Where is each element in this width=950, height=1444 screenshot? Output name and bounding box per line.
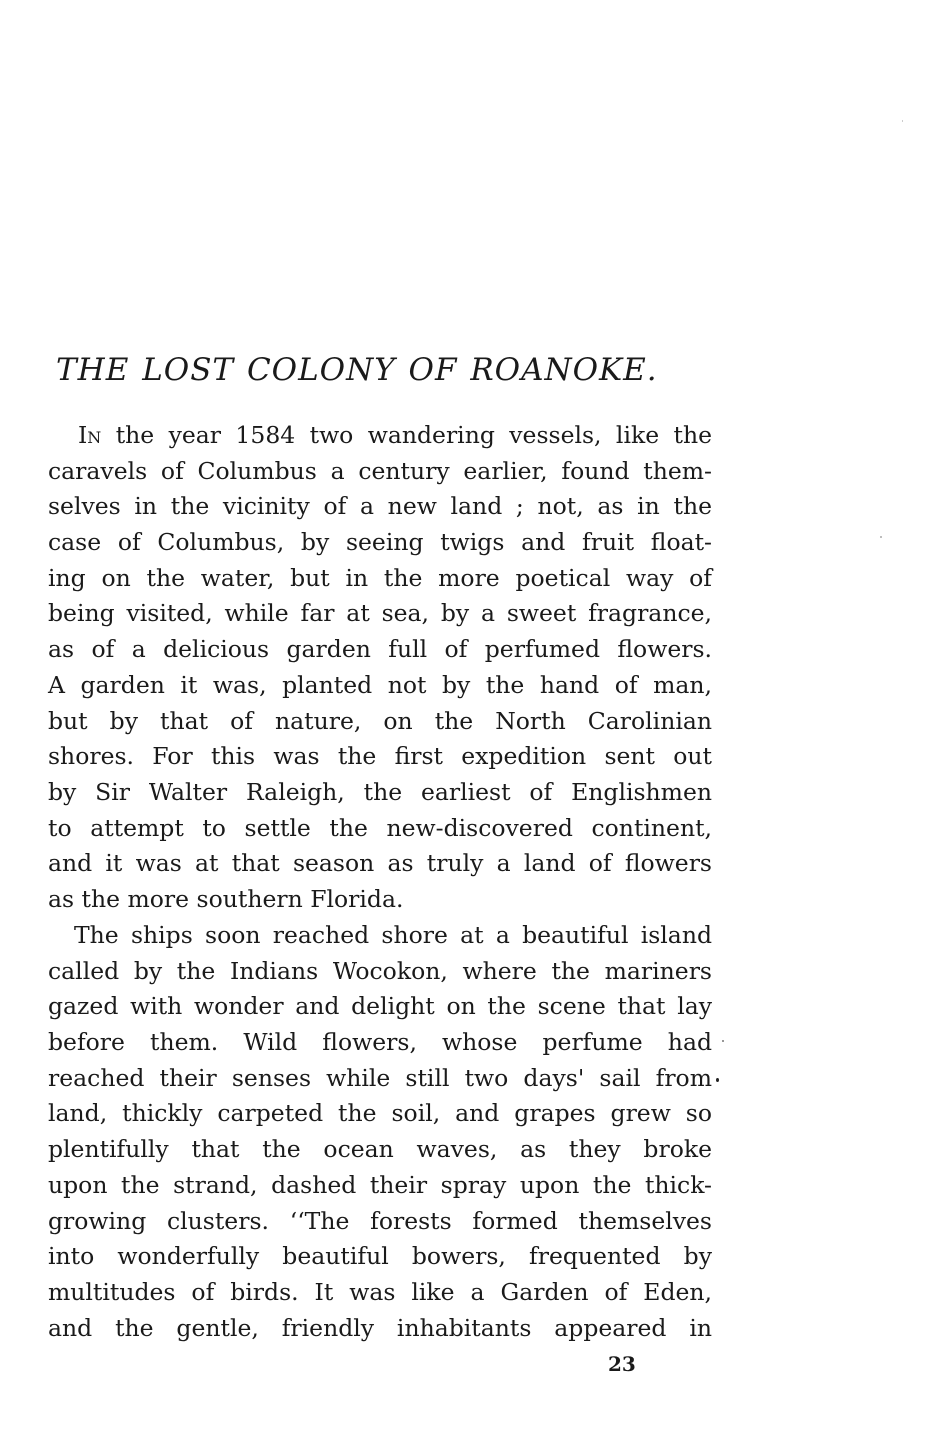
print-speck: [902, 120, 903, 122]
text-line: land, thickly carpeted the soil, and grapes grew so: [48, 1099, 712, 1128]
text-line: shores. For this was the first expedition sent out: [48, 742, 712, 771]
paragraph-2: [48, 918, 712, 1346]
text-line: case of Columbus, by seeing twigs and fruit float-: [48, 528, 712, 557]
text-line: upon the strand, dashed their spray upon the thick-: [48, 1170, 712, 1199]
drop-word: In: [78, 421, 102, 449]
text-line: growing clusters. ‘‘The forests formed themselves: [48, 1206, 712, 1235]
page-number: 23: [608, 1352, 636, 1376]
text-line: to attempt to settle the new-discovered continent,: [48, 813, 712, 842]
text-line: reached their senses while still two days' sail from: [48, 1063, 712, 1092]
text-line: [48, 418, 712, 454]
text-line: The ships soon reached shore at a beautiful island: [74, 921, 712, 949]
text-line: as of a delicious garden full of perfumed flowers.: [48, 635, 712, 664]
print-speck: [716, 1078, 719, 1082]
text-line: caravels of Columbus a century earlier, found them-: [48, 456, 712, 485]
text-line: as the more southern Florida.: [48, 884, 404, 913]
text-line: plentifully that the ocean waves, as they broke: [48, 1135, 712, 1164]
first-line-text: the year 1584 two wandering vessels, like the: [101, 421, 712, 449]
chapter-title: THE LOST COLONY OF ROANOKE.: [56, 352, 658, 388]
text-line: but by that of nature, on the North Carolinian: [48, 706, 712, 735]
text-line: selves in the vicinity of a new land ; not, as in the: [48, 492, 712, 521]
text-line: and the gentle, friendly inhabitants appeared in: [48, 1313, 712, 1342]
text-line: gazed with wonder and delight on the scene that lay: [48, 992, 712, 1021]
print-speck: [880, 536, 882, 538]
paragraph-1: [48, 418, 712, 918]
text-line: multitudes of birds. It was like a Garden of Eden,: [48, 1277, 712, 1306]
text-line: into wonderfully beautiful bowers, frequented by: [48, 1242, 712, 1271]
text-line: before them. Wild flowers, whose perfume had: [48, 1028, 712, 1057]
text-line: by Sir Walter Raleigh, the earliest of Englishmen: [48, 777, 712, 806]
text-line: called by the Indians Wocokon, where the mariners: [48, 956, 712, 985]
text-line: being visited, while far at sea, by a sweet fragrance,: [48, 599, 712, 628]
text-line: and it was at that season as truly a land of flowers: [48, 849, 712, 878]
text-line: ing on the water, but in the more poetical way of: [48, 563, 712, 592]
text-line: A garden it was, planted not by the hand of man,: [48, 670, 712, 699]
print-speck: [722, 1040, 724, 1042]
